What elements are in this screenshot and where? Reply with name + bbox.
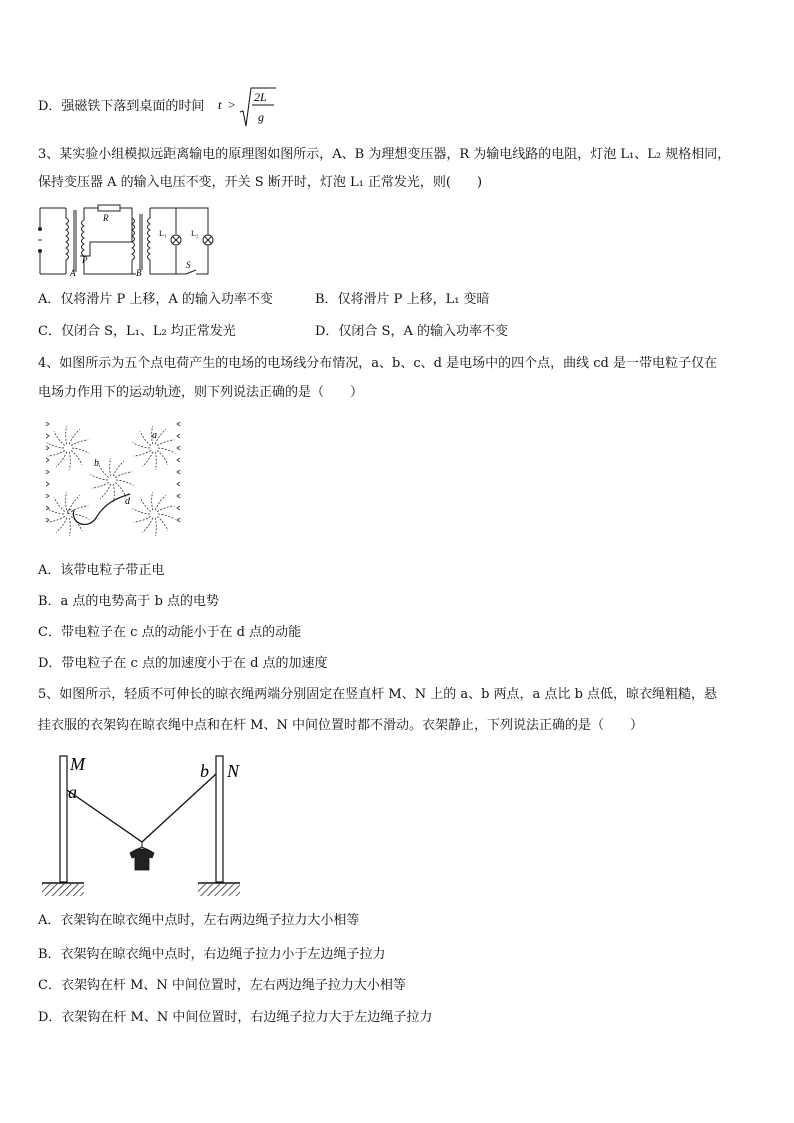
label-A: A bbox=[70, 268, 76, 278]
field-line bbox=[158, 514, 175, 519]
field-line bbox=[69, 452, 70, 470]
field-line bbox=[48, 516, 65, 522]
field-arrow bbox=[177, 518, 180, 522]
q3-option-c: C．仅闭合 S，L₁、L₂ 均正常发光 bbox=[38, 324, 236, 339]
q2-option-d bbox=[38, 97, 204, 117]
q5-option-a: A．衣架钩在晾衣绳中点时，左右两边绳子拉力大小相等 bbox=[38, 913, 360, 928]
field-line bbox=[54, 497, 65, 512]
field-line bbox=[155, 452, 156, 470]
ground-N bbox=[198, 884, 240, 896]
q4-stem-line1: 4、如图所示为五个点电荷产生的电场的电场线分布情况，a、b、c、d 是电场中的四个点，曲线 cd 是一带电粒子仅在 bbox=[38, 356, 717, 371]
field-line bbox=[47, 509, 64, 514]
label-B: B bbox=[136, 268, 142, 278]
field-line bbox=[71, 440, 88, 446]
label-c: c bbox=[67, 506, 72, 517]
field-arrow bbox=[46, 458, 49, 462]
shirt bbox=[130, 849, 154, 870]
clothesline-rope bbox=[67, 774, 216, 842]
q3-option-b: B．仅将滑片 P 上移，L₁ 变暗 bbox=[315, 292, 490, 307]
q4-stem-line2: 电场力作用下的运动轨迹，则下列说法正确的是（ ） bbox=[38, 385, 364, 400]
q4-option-b: B．a 点的电势高于 b 点的电势 bbox=[38, 594, 220, 609]
label-S: S bbox=[186, 260, 191, 270]
field-arrow bbox=[46, 434, 49, 438]
q3-option-d: D．仅闭合 S，A 的输入功率不变 bbox=[315, 324, 508, 339]
field-line bbox=[115, 482, 126, 497]
field-line bbox=[133, 509, 150, 514]
label-P: P bbox=[82, 255, 88, 265]
q4-option-a: A．该带电粒子带正电 bbox=[38, 563, 165, 578]
q5-option-b: B．衣架钩在晾衣绳中点时，右边绳子拉力小于左边绳子拉力 bbox=[38, 947, 386, 962]
field-line bbox=[155, 518, 156, 536]
trajectory-cd bbox=[73, 494, 130, 524]
label-b: b bbox=[200, 761, 209, 781]
pole-N bbox=[216, 756, 223, 882]
field-arrow bbox=[177, 458, 180, 462]
q2-formula bbox=[218, 84, 278, 130]
field-arrow bbox=[46, 506, 49, 510]
field-line bbox=[140, 497, 151, 512]
ground-M bbox=[42, 884, 84, 896]
field-arrow bbox=[46, 422, 49, 426]
q5-option-c: C．衣架钩在杆 M、N 中间位置时，左右两边绳子拉力大小相等 bbox=[38, 978, 406, 993]
field-line bbox=[71, 450, 82, 465]
field-arrow bbox=[46, 494, 49, 498]
q4-option-d: D．带电粒子在 c 点的加速度小于在 d 点的加速度 bbox=[38, 656, 328, 671]
label-R: R bbox=[103, 213, 109, 223]
field-arrow bbox=[46, 518, 49, 522]
field-line bbox=[158, 448, 175, 453]
field-line bbox=[140, 431, 151, 446]
formula-numerator: 2L bbox=[254, 90, 267, 104]
q2-option-d-text: D．强磁铁下落到桌面的时间 bbox=[38, 99, 205, 114]
field-line bbox=[98, 463, 109, 478]
q3-option-a: A．仅将滑片 P 上移，A 的输入功率不变 bbox=[38, 292, 273, 307]
label-b: b bbox=[94, 458, 99, 469]
q5-clothesline-figure bbox=[40, 752, 250, 900]
q3-circuit-figure bbox=[36, 204, 216, 278]
field-line bbox=[47, 443, 64, 448]
field-arrow bbox=[46, 482, 49, 486]
field-line bbox=[48, 450, 65, 456]
field-line bbox=[134, 516, 151, 522]
label-a: a bbox=[68, 782, 77, 802]
field-arrow bbox=[46, 446, 49, 450]
field-line bbox=[91, 475, 108, 480]
field-line bbox=[66, 426, 67, 444]
field-arrow bbox=[177, 470, 180, 474]
field-arrow bbox=[46, 470, 49, 474]
field-line bbox=[157, 506, 174, 512]
field-line bbox=[133, 443, 150, 448]
q4-option-c: C．带电粒子在 c 点的动能小于在 d 点的动能 bbox=[38, 625, 302, 640]
field-line bbox=[157, 516, 168, 531]
q3-stem-line1: 3、某实验小组模拟远距离输电的原理图如图所示，A、B 为理想变压器，R 为输电线路的电阻，灯泡 L₁、L₂ 规格相同， bbox=[38, 147, 731, 162]
label-d: d bbox=[125, 496, 130, 507]
field-line bbox=[116, 480, 133, 485]
field-arrow bbox=[177, 446, 180, 450]
label-a: a bbox=[152, 430, 157, 441]
q5-option-d: D．衣架钩在杆 M、N 中间位置时，右边绳子拉力大于左边绳子拉力 bbox=[38, 1010, 433, 1025]
field-arrow bbox=[177, 494, 180, 498]
field-line bbox=[134, 450, 151, 456]
formula-denominator: g bbox=[258, 110, 264, 124]
field-arrow bbox=[177, 434, 180, 438]
formula-t: t bbox=[218, 97, 222, 112]
q4-electric-field-figure bbox=[44, 418, 182, 536]
q3-stem-line2: 保持变压器 A 的输入电压不变，开关 S 断开时，灯泡 L₁ 正常发光，则( ) bbox=[38, 175, 483, 190]
field-line bbox=[157, 440, 174, 446]
field-arrow bbox=[177, 506, 180, 510]
field-arrow bbox=[177, 482, 180, 486]
field-line bbox=[72, 448, 89, 453]
q5-stem-line1: 5、如图所示，轻质不可伸长的晾衣绳两端分别固定在竖直杆 M、N 上的 a、b 两点，a 点比 b 点低，晾衣绳粗糙，悬 bbox=[38, 687, 718, 702]
field-line bbox=[92, 482, 109, 488]
field-line bbox=[113, 484, 114, 502]
label-M: M bbox=[70, 754, 85, 774]
field-line bbox=[115, 472, 132, 478]
label-N: N bbox=[227, 761, 240, 781]
label-L1: L₁ bbox=[159, 229, 167, 238]
field-line bbox=[157, 450, 168, 465]
field-line bbox=[110, 458, 111, 476]
field-line bbox=[69, 518, 70, 536]
field-line bbox=[152, 492, 153, 510]
pole-M bbox=[60, 756, 67, 882]
formula-gt: > bbox=[228, 97, 236, 112]
field-arrow bbox=[177, 422, 180, 426]
field-line bbox=[54, 431, 65, 446]
q5-stem-line2: 挂衣服的衣架钩在晾衣绳中点和在杆 M、N 中间位置时都不滑动。衣架静止，下列说法正确的是（ ） bbox=[38, 718, 643, 733]
label-L2: L₂ bbox=[191, 229, 199, 238]
